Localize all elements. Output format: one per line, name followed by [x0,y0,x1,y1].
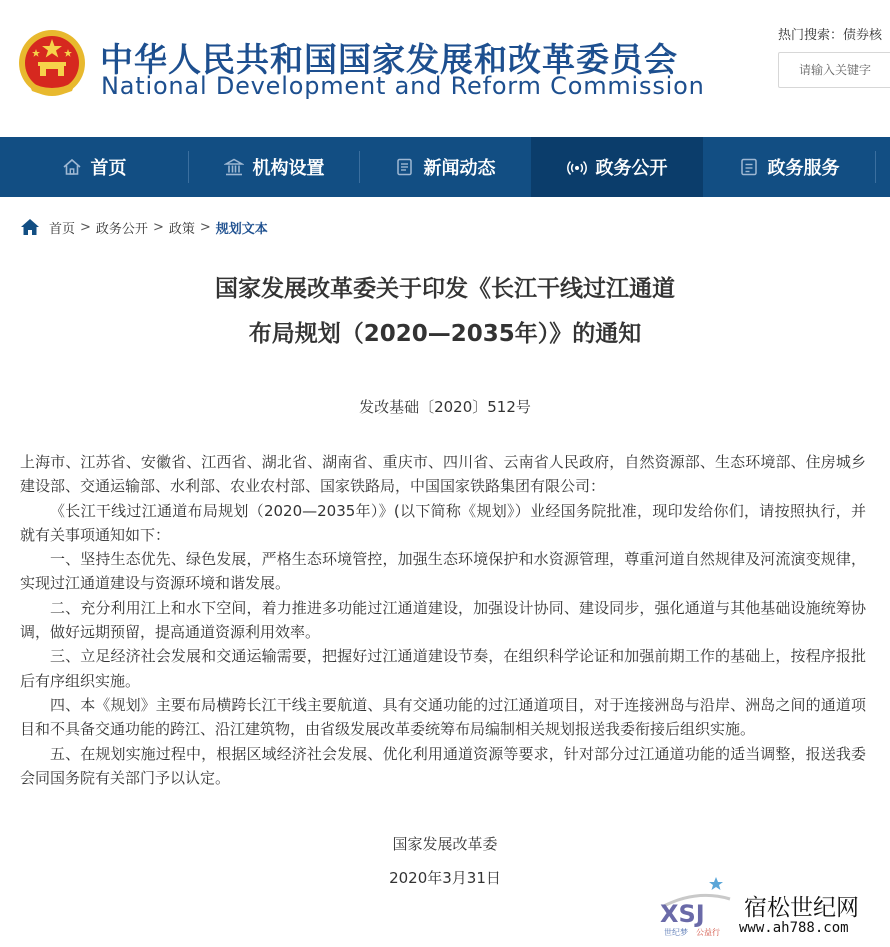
article-body [20,450,866,790]
nav-item-news[interactable] [360,137,530,197]
hot-search-label[interactable]: 热门搜索：债券核 [778,28,883,43]
breadcrumb [20,217,268,237]
watermark-url: www.ah788.com [739,920,849,936]
breadcrumb-separator: > [80,219,91,235]
nav-divider [875,151,876,183]
site-title-cn[interactable]: 中华人民共和国国家发展和改革委员会 [100,40,678,79]
breadcrumb-government-affairs[interactable]: 政务公开 [95,221,148,237]
nav-item-home[interactable] [0,137,188,197]
main-nav [0,137,890,197]
article-title-line-2: 布局规划（2020—2035年）》的通知 [248,321,642,347]
nav-label-news: 新闻动态 [423,158,496,179]
nav-item-institutions[interactable] [189,137,359,197]
watermark-logo-text: XSJ [660,900,705,928]
watermark-logo-icon [656,877,736,933]
article-paragraph: 三、立足经济社会发展和交通运输需要，把握好过江通道建设节奏，在组织科学论证和加强前期工作的基础上，按程序报批后有序组织实施。 [20,647,866,690]
article-paragraph: 五、在规划实施过程中，根据区域经济社会发展、优化利用通道资源等要求，针对部分过江通道功能的适当调整，报送我委会同国务院有关部门予以认定。 [20,744,866,787]
issuer-signature: 国家发展改革委 [392,835,498,853]
nav-label-home: 首页 [90,158,127,179]
article-paragraph: 二、充分利用江上和水下空间，着力推进多功能过江通道建设，加强设计协同、建设同步，强化通道与其他基础设施统筹协调，做好远期预留，提高通道资源利用效率。 [20,598,866,642]
national-emblem-icon[interactable] [18,29,86,99]
site-header [0,0,890,137]
breadcrumb-planning-text[interactable]: 规划文本 [215,221,268,237]
breadcrumb-separator: > [199,219,211,235]
search-input[interactable]: 请输入关键字 [778,52,890,88]
nav-item-services[interactable] [703,137,875,197]
building-icon [224,157,244,177]
breadcrumb-home[interactable]: 首页 [49,221,76,237]
nav-label-government-affairs: 政务公开 [595,158,668,179]
site-title-en[interactable]: National Development and Reform Commission [101,72,705,100]
document-number: 发改基础〔2020〕512号 [359,398,531,416]
news-icon [395,157,415,177]
home-icon [62,157,82,177]
article-paragraph: 《长江干线过江通道布局规划（2020—2035年）》(以下简称《规划》）业经国务院批准，现印发给你们，请按照执行，并就有关事项通知如下： [20,501,866,544]
article-paragraph: 四、本《规划》主要布局横跨长江干线主要航道、具有交通功能的过江通道项目，对于连接洲岛与沿岸、洲岛之间的通道项目和不具备交通功能的跨江、沿江建筑物，由省级发展改革委统筹布局编制相关规划报送我委衔接后组织实施。 [20,695,866,739]
article-title-line-1: 国家发展改革委关于印发《长江干线过江通道 [215,276,675,302]
watermark-tag-right: 公益行 [696,928,720,937]
site-watermark [652,875,890,947]
article-paragraph: 上海市、江苏省、安徽省、江西省、湖北省、湖南省、重庆市、四川省、云南省人民政府，自然资源部、生态环境部、住房城乡建设部、交通运输部、水利部、农业农村部、国家铁路局，中国国家铁路集团有限公司： [20,453,866,496]
issue-date: 2020年3月31日 [389,869,501,887]
article-paragraph: 一、坚持生态优先、绿色发展，严格生态环境管控，加强生态环境保护和水资源管理，尊重河道自然规律及河流演变规律，实现过江通道建设与资源环境和谐发展。 [20,550,866,593]
breadcrumb-separator: > [152,219,164,235]
nav-item-government-affairs[interactable] [531,137,703,197]
home-icon[interactable] [20,218,40,236]
nav-label-institutions: 机构设置 [252,158,325,179]
broadcast-icon [567,157,587,177]
watermark-site-name: 宿松世纪网 [744,895,859,921]
watermark-tag-left: 世纪梦 [664,928,688,937]
breadcrumb-policy[interactable]: 政策 [168,221,195,237]
service-icon [739,157,759,177]
nav-label-services: 政务服务 [767,158,840,179]
